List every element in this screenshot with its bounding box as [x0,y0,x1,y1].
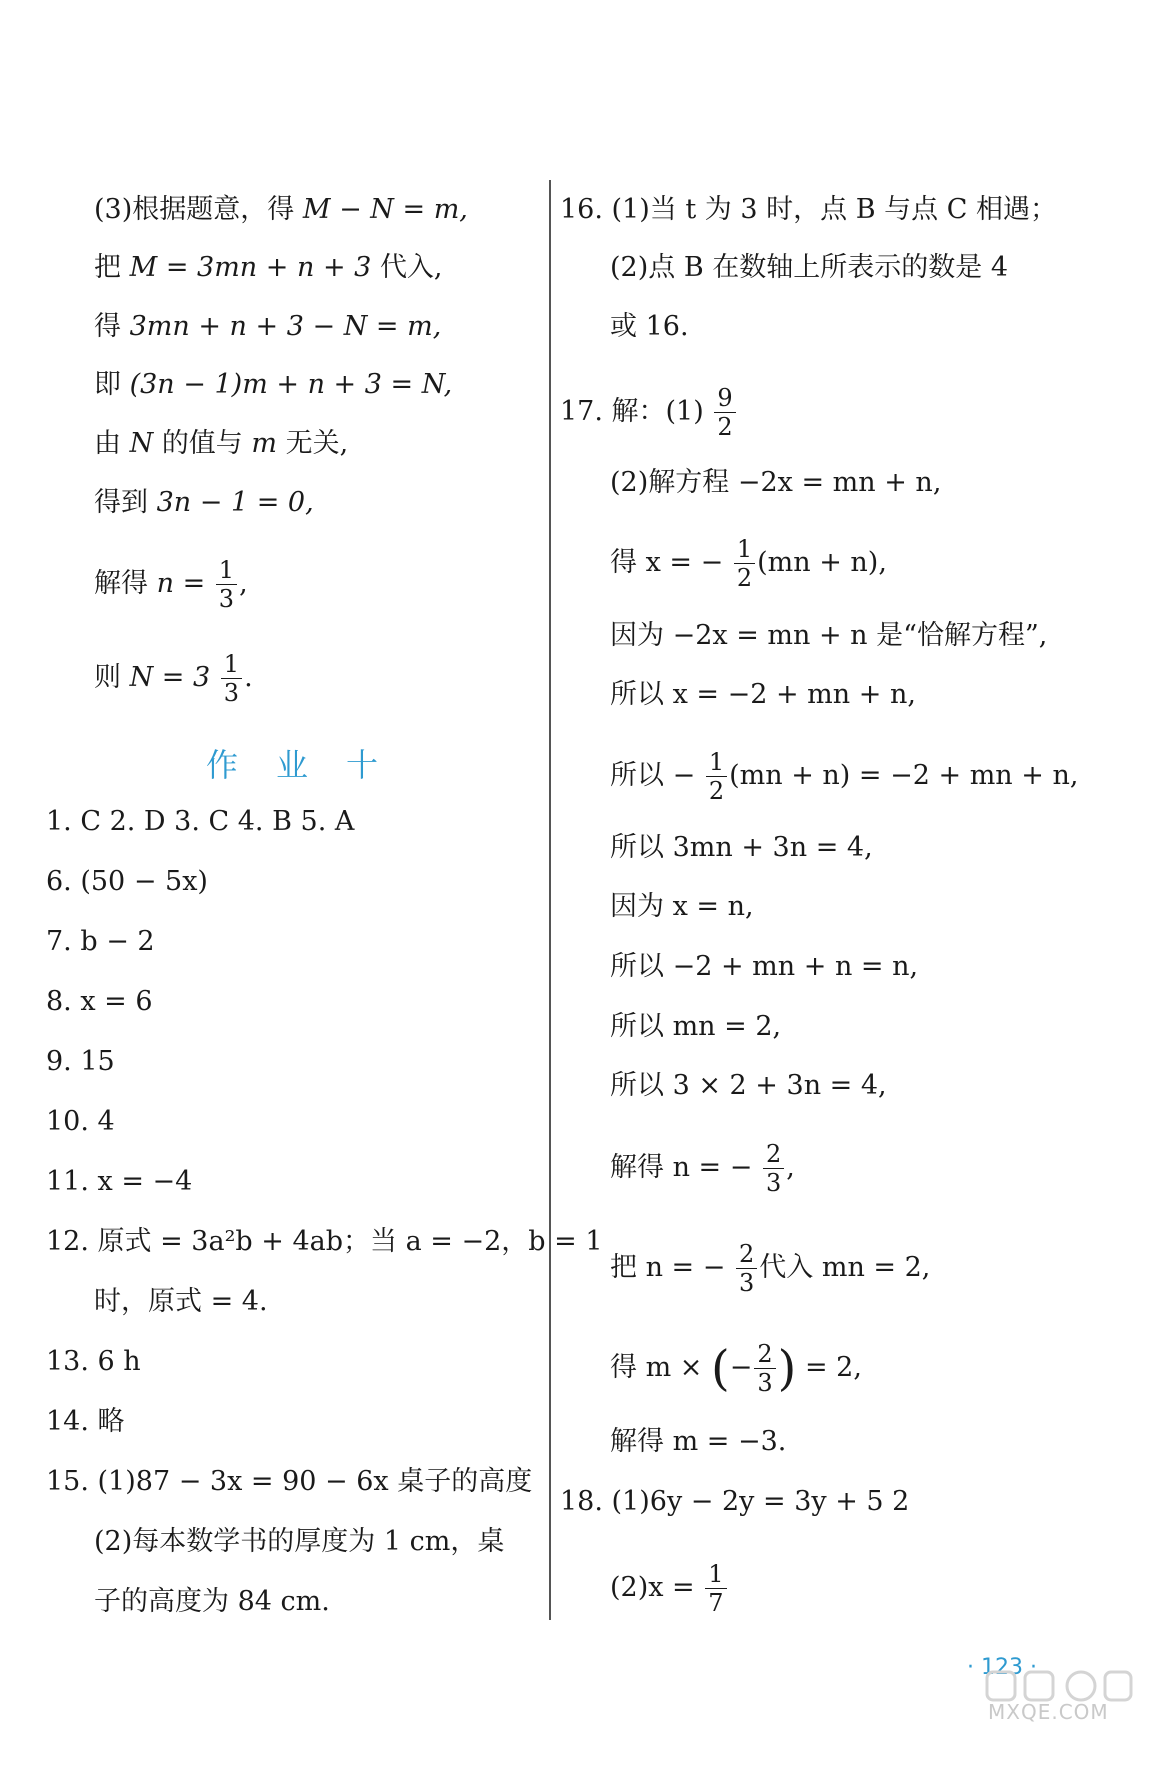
numerator: 1 [734,535,755,564]
answer-17-line-6 [610,748,1078,805]
numerator: 1 [221,650,242,679]
answer-17-line-14 [610,1340,862,1397]
text: 代入, [379,252,443,283]
answer-16-line-3: 或 16. [610,311,689,342]
left-line-4 [94,367,452,403]
numerator: 1 [706,748,727,777]
text: 得 [94,311,121,342]
answer-12-line-1: 12. 原式 = 3a²b + 4ab；当 a = −2，b = 1 [46,1226,603,1257]
answer-15-line-2: (2)每本数学书的厚度为 1 cm，桌 [94,1526,505,1557]
numerator: 2 [754,1340,775,1369]
answer-14: 14. 略 [46,1406,125,1437]
text: 则 [94,662,121,693]
answer-1-5: 1. C 2. D 3. C 4. B 5. A [46,806,355,837]
text: 17. 解：(1) [560,396,704,427]
watermark-logo-icon [985,1668,1135,1704]
answer-15-line-1: 15. (1)87 − 3x = 90 − 6x 桌子的高度 [46,1466,533,1497]
numerator: 2 [763,1140,784,1169]
page-number: · 123 · [967,1655,1037,1680]
answer-6: 6. (50 − 5x) [46,866,208,897]
answer-7: 7. b − 2 [46,926,155,957]
math: N = 3 [129,662,211,693]
denominator: 3 [757,1369,773,1397]
answer-9: 9. 15 [46,1046,115,1077]
answer-17-line-9: 所以 −2 + mn + n = n, [610,951,919,982]
math: 3n − 1 = 0, [156,487,314,518]
fraction [734,535,755,592]
answer-15-line-3: 子的高度为 84 cm. [94,1586,330,1617]
watermark-text: MXQE.COM [988,1700,1109,1724]
answer-17-line-4: 因为 −2x = mn + n 是“恰解方程”, [610,620,1048,651]
numerator: 9 [714,384,735,413]
denominator: 3 [218,585,235,613]
answer-8: 8. x = 6 [46,986,153,1017]
math: 3mn + n + 3 − N = m, [129,311,442,342]
answer-17-line-11: 所以 3 × 2 + 3n = 4, [610,1070,887,1101]
punct: , [239,568,248,599]
denominator: 2 [717,413,733,441]
answer-17-line-7: 所以 3mn + 3n = 4, [610,832,873,863]
answer-11: 11. x = −4 [46,1166,193,1197]
text: , [786,1152,795,1183]
text: 的值与 [161,428,243,459]
text: 得到 [94,487,148,518]
answer-13: 13. 6 h [46,1346,141,1377]
left-line-7 [94,556,248,613]
text: 即 [94,369,121,400]
answer-17-line-10: 所以 mn = 2, [610,1011,782,1042]
numerator: 1 [705,1560,726,1589]
answer-17-line-2: (2)解方程 −2x = mn + n, [610,467,942,498]
math: M − N = m, [302,194,468,225]
fraction [736,1240,757,1297]
text: 代入 mn = 2, [759,1252,931,1283]
denominator: 2 [736,564,753,592]
text: − [729,1352,753,1383]
text: 解得 n = − [610,1152,753,1183]
math: n = [156,568,206,599]
answer-17-line-3 [610,535,887,592]
text: (mn + n), [757,547,887,578]
text: (mn + n) = −2 + mn + n, [729,760,1079,791]
text: = 2, [804,1352,862,1383]
fraction [706,748,727,805]
punct: . [244,662,253,693]
fraction [763,1140,784,1197]
answer-17-line-13 [610,1240,930,1297]
text: (2)x = [610,1572,695,1603]
answer-17-line-12 [610,1140,795,1197]
answer-16-line-1: 16. (1)当 t 为 3 时，点 B 与点 C 相遇； [560,194,1057,225]
column-divider [549,180,551,1620]
answer-17-line-8: 因为 x = n, [610,891,754,922]
math: N [129,428,154,459]
text: 把 n = − [610,1252,726,1283]
answer-16-line-2: (2)点 B 在数轴上所表示的数是 4 [610,252,1009,283]
denominator: 2 [708,777,725,805]
numerator: 2 [736,1240,757,1269]
answer-17-line-1 [560,384,738,441]
left-paren: ( [710,1340,730,1397]
answer-17-line-5: 所以 x = −2 + mn + n, [610,679,916,710]
text: (3)根据题意，得 [94,194,295,225]
numerator: 1 [216,556,237,585]
denominator: 3 [765,1169,782,1197]
left-line-5 [94,426,348,462]
text: 无关, [285,428,349,459]
right-paren: ) [777,1340,797,1397]
math: M = 3mn + n + 3 [129,252,372,283]
fraction [705,1560,726,1617]
math: m [251,428,278,459]
denominator: 3 [738,1269,755,1297]
fraction [221,650,242,707]
fraction [754,1340,775,1397]
answer-17-line-15: 解得 m = −3. [610,1426,787,1457]
text: 所以 − [610,760,696,791]
section-heading: 作业十 [206,746,417,784]
answer-18-line-1: 18. (1)6y − 2y = 3y + 5 2 [560,1486,910,1517]
math: (3n − 1)m + n + 3 = N, [129,369,453,400]
text: 得 m × [610,1352,703,1383]
answer-12-line-2: 时，原式 = 4. [94,1286,268,1317]
text: 得 x = − [610,547,724,578]
answer-18-line-2 [610,1560,729,1617]
answer-10: 10. 4 [46,1106,115,1137]
fraction [714,384,735,441]
left-line-3 [94,309,441,345]
left-line-2 [94,250,443,286]
left-line-1 [94,192,468,228]
fraction [216,556,237,613]
denominator: 7 [708,1589,724,1617]
text: 解得 [94,568,148,599]
left-line-6 [94,485,314,521]
text: 由 [94,428,121,459]
left-line-8 [94,650,253,707]
denominator: 3 [223,679,240,707]
text: 把 [94,252,121,283]
